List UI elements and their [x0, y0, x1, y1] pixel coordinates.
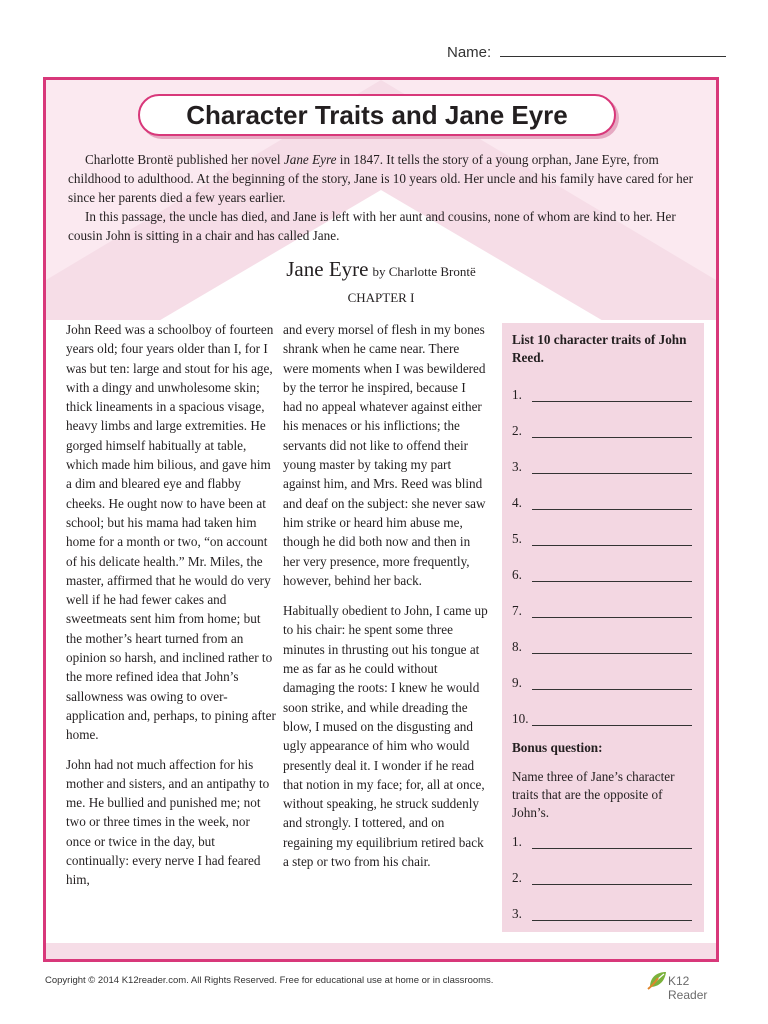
- answer-row: [512, 557, 694, 593]
- answer-number: 7.: [512, 603, 522, 618]
- chapter-heading: CHAPTER I: [347, 290, 415, 305]
- answer-number: 3.: [512, 459, 522, 474]
- answer-number: 6.: [512, 567, 522, 582]
- answer-number: 3.: [512, 906, 522, 921]
- answer-blank-line[interactable]: [532, 605, 692, 618]
- passage-paragraph: John had not much affection for his mother and sisters, and an antipathy to me. He bullied and punished me; not two or three times in the week, nor once or twice in the day, but continually: every nerve I had feared him,: [66, 756, 270, 888]
- answer-row: [512, 521, 694, 557]
- answer-number: 2.: [512, 423, 522, 438]
- answer-blank-line[interactable]: [532, 713, 692, 726]
- passage-paragraph: and every morsel of flesh in my bones shrank when he came near. There were moments when I was bewildered by the terror he inspired, because I had no appeal whatever against either his menaces or his inflictions; the servants did not like to offend their young master by taking my part against him, and Mrs. Reed was blind and deaf on the subject: she never saw him strike or heard him abuse me, though he did both now and then in her very presence, more frequently, however, behind her back.: [283, 322, 486, 588]
- answer-blank-line[interactable]: [532, 836, 692, 849]
- bonus-question-text: Name three of Jane’s character traits that are the opposite of John’s.: [512, 769, 675, 820]
- traits-sidebar: [502, 323, 704, 932]
- bonus-list: [512, 824, 694, 932]
- copyright-footer: Copyright © 2014 K12reader.com. All Rights Reserved. Free for educational use at home or in classrooms.: [45, 975, 494, 986]
- k12reader-logo: [647, 967, 727, 1002]
- passage-paragraph: Habitually obedient to John, I came up to his chair: he spent some three minutes in thrusting out his tongue at me as far as he could without damaging the roots: I knew he would soon strike, and while dreading the blow, I mused on the disgusting and ugly appearance of him who would presently deal it. I wonder if he read that notion in my face; for, all at once, without speaking, he struck suddenly and strongly. I tottered, and on regaining my equilibrium retired back a step or two from his chair.: [283, 603, 488, 870]
- answer-row: [512, 701, 694, 737]
- answer-number: 5.: [512, 531, 522, 546]
- answer-blank-line[interactable]: [532, 569, 692, 582]
- answer-row: [512, 593, 694, 629]
- answer-number: 8.: [512, 639, 522, 654]
- answer-row: [512, 377, 694, 413]
- name-label: Name:: [447, 44, 492, 61]
- traits-list: [512, 377, 694, 737]
- answer-blank-line[interactable]: [532, 533, 692, 546]
- answer-number: 1.: [512, 834, 522, 849]
- intro-text: [68, 150, 698, 245]
- intro-book-title: Jane Eyre: [283, 152, 337, 167]
- answer-number: 1.: [512, 387, 522, 402]
- title-banner: [138, 94, 616, 136]
- story-title-line: [46, 257, 716, 282]
- answer-blank-line[interactable]: [532, 641, 692, 654]
- intro-paragraph-2: In this passage, the uncle has died, and Jane is left with her aunt and cousins, none of whom are kind to her. Her cousin John is sitting in a chair and has called Jane.: [68, 209, 676, 243]
- passage-column-2: [283, 320, 488, 871]
- answer-row: [512, 896, 694, 932]
- answer-row: [512, 485, 694, 521]
- traits-heading: List 10 character traits of John Reed.: [512, 332, 687, 365]
- worksheet-title: Character Traits and Jane Eyre: [186, 100, 568, 130]
- answer-blank-line[interactable]: [532, 497, 692, 510]
- answer-number: 4.: [512, 495, 522, 510]
- answer-row: [512, 449, 694, 485]
- answer-blank-line[interactable]: [532, 461, 692, 474]
- intro-p1-end: in 1847. It tells the story of a young orphan, Jane Eyre, from childhood to adulthood. At the beginning of the story, Jane is 10 years old. Her uncle and his family have cared for her since her parents died a few years earlier.: [68, 152, 694, 205]
- story-title: Jane Eyre: [286, 257, 369, 281]
- answer-row: [512, 824, 694, 860]
- intro-p1-start: Charlotte Brontë published her novel: [85, 152, 284, 167]
- answer-blank-line[interactable]: [532, 677, 692, 690]
- pink-bottom-band: [46, 943, 716, 959]
- logo-text: K12 Reader: [668, 974, 708, 1002]
- answer-row: [512, 413, 694, 449]
- answer-number: 10.: [512, 711, 529, 726]
- answer-blank-line[interactable]: [532, 389, 692, 402]
- passage-paragraph: John Reed was a schoolboy of fourteen years old; four years older than I, for I was but ten: large and stout for his age, with a dingy and unwholesome skin; thick lineaments in a spacious visage, heavy limbs and large extremities. He gorged himself habitually at table, which made him bilious, and gave him a dim and bleared eye and flabby cheeks. He ought now to have been at school; but his mama had taken him home for a month or two, “on account of his delicate health.” Mr. Miles, the master, affirmed that he would do very well if he had fewer cakes and sweetmeats sent him from home; but the mother’s heart turned from an opinion so harsh, and inclined rather to the more refined idea that John’s sallowness was owing to over-application and, perhaps, to pining after home.: [66, 322, 276, 743]
- answer-row: [512, 629, 694, 665]
- answer-blank-line[interactable]: [532, 872, 692, 885]
- answer-blank-line[interactable]: [532, 425, 692, 438]
- passage-column-1: [66, 320, 276, 890]
- answer-number: 9.: [512, 675, 522, 690]
- bonus-heading: Bonus question:: [512, 740, 603, 755]
- answer-blank-line[interactable]: [532, 908, 692, 921]
- worksheet-frame: [43, 77, 719, 962]
- name-blank-line[interactable]: [500, 42, 726, 57]
- answer-row: [512, 860, 694, 896]
- story-author: by Charlotte Brontë: [372, 264, 476, 279]
- leaf-logo-icon: [647, 969, 669, 991]
- answer-number: 2.: [512, 870, 522, 885]
- answer-row: [512, 665, 694, 701]
- intro-paragraph-1: [68, 150, 698, 207]
- name-field-row: [447, 42, 726, 61]
